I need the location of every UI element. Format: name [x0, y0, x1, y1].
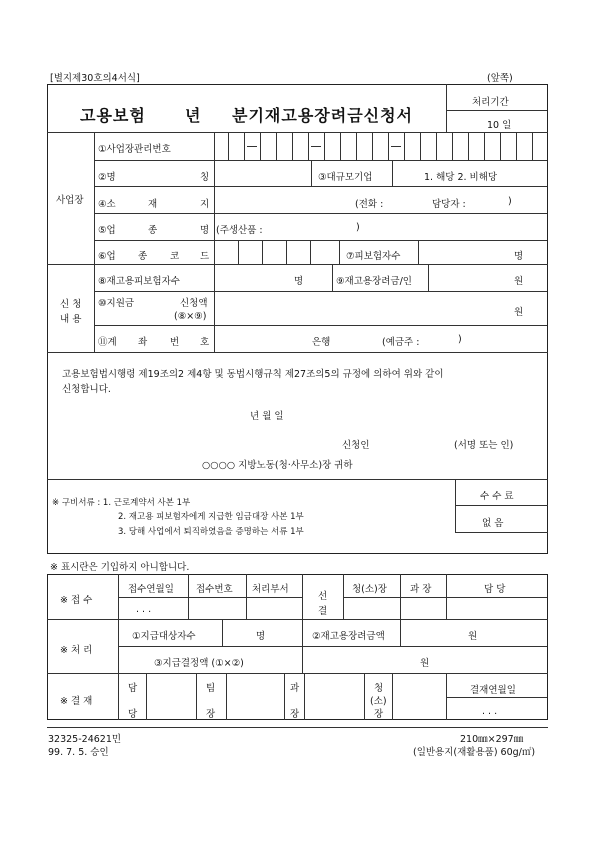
receipt-number-label: 접수번호 — [196, 584, 233, 595]
approval-team-1: 팀 — [206, 683, 216, 694]
bank-label[interactable]: 은행 — [312, 337, 331, 348]
title-part2: 년 — [185, 106, 202, 125]
contact-person-label: 담당자 : — [432, 199, 466, 210]
account-label-2: 좌 — [138, 337, 148, 348]
processing-period-value: 10 일 — [487, 120, 512, 131]
office-use-note: ※ 표시란은 기입하지 아니합니다. — [50, 562, 190, 573]
decided-amount-unit: 원 — [420, 658, 430, 669]
form-number: [별지제30호의4서식] — [50, 73, 140, 84]
approval-team-2: 장 — [206, 709, 216, 720]
account-label-1: ⑪계 — [98, 337, 117, 348]
approval-chief-3: 장 — [374, 709, 384, 720]
staff-label: 담 당 — [484, 584, 506, 595]
process-section-label: ※ 처 리 — [60, 645, 93, 656]
processing-dept-label: 처리부서 — [252, 584, 289, 595]
insured-count-unit: 명 — [514, 251, 524, 262]
title-part3: 분기재고용장려금신청서 — [232, 106, 414, 125]
addressee: ○○○○ 지방노동(청·사무소)장 귀하 — [202, 460, 353, 471]
form-code: 32325-24621민 — [48, 734, 122, 745]
processing-period-label: 처리기간 — [472, 97, 509, 108]
reinsured-count-unit: 명 — [294, 276, 304, 287]
large-company-options[interactable]: 1. 해당 2. 비해당 — [424, 172, 498, 183]
approval-chief-2: (소) — [370, 696, 387, 707]
paper-type: (일반용지(재활용품) 60g/㎡) — [413, 747, 536, 758]
amount-label: ⑩지원금 — [98, 298, 135, 309]
pay-count-label: ①지급대상자수 — [132, 631, 196, 642]
address-label: ④소 — [98, 199, 116, 210]
reinsured-count-label: ⑧재고용피보험자수 — [98, 276, 180, 287]
account-holder-label[interactable]: (예금주 : — [382, 337, 420, 348]
address-label-mid: 재 — [148, 199, 158, 210]
large-company-label: ③대규모기업 — [318, 172, 373, 183]
subsidy-per-person-label: ⑨재고용장려금/인 — [336, 276, 412, 287]
approval-section-2: 장 — [290, 709, 300, 720]
business-name-field[interactable] — [215, 161, 310, 185]
main-product-close: ) — [356, 222, 360, 233]
signature-label[interactable]: (서명 또는 인) — [454, 440, 514, 451]
address-label-end: 지 — [200, 199, 210, 210]
account-holder-close: ) — [458, 334, 462, 345]
approval-chief-1: 청 — [374, 683, 384, 694]
decision-label-2: 결 — [318, 606, 328, 617]
required-docs-item-2: 2. 재고용 피보험자에게 지급한 임금대장 사본 1부 — [118, 512, 304, 522]
account-label-4: 호 — [200, 337, 210, 348]
amount-label-2: 신청액 — [180, 298, 208, 309]
statement-line-2: 신청합니다. — [62, 384, 111, 395]
decided-amount-label: ③지급결정액 (①×②) — [154, 658, 244, 669]
industry-code-label-2: 종 — [138, 251, 148, 262]
approval-staff-2: 당 — [128, 709, 138, 720]
pay-amount-unit: 원 — [468, 631, 478, 642]
amount-unit: 원 — [514, 307, 524, 318]
fee-label: 수 수 료 — [480, 491, 514, 502]
statement-line-1: 고용보험법시행령 제19조의2 제4항 및 동법시행규칙 제27조의5의 규정에 의하여 위와 같이 — [62, 369, 444, 380]
subsidy-per-person-unit: 원 — [514, 276, 524, 287]
receipt-section-label: ※ 접 수 — [60, 595, 93, 606]
business-reg-no-cells[interactable] — [214, 132, 547, 160]
industry-label: ⑤업 — [98, 225, 116, 236]
required-docs-item-1: ※ 구비서류 : 1. 근로계약서 사본 1부 — [52, 498, 191, 508]
industry-code-label-4: 드 — [200, 251, 210, 262]
approval-staff-1: 담 — [128, 683, 138, 694]
receipt-date-label: 접수연월일 — [128, 584, 174, 595]
approval-section-label: ※ 결 재 — [60, 696, 93, 707]
phone-label: (전화 : — [355, 199, 384, 210]
business-name-label-end: 칭 — [200, 172, 210, 183]
business-reg-no-label: ①사업장관리번호 — [98, 144, 171, 155]
industry-code-label-1: ⑥업 — [98, 251, 116, 262]
section-head-label: 과 장 — [410, 584, 432, 595]
industry-code-label-3: 코 — [170, 251, 180, 262]
industry-code-cells[interactable] — [214, 240, 339, 264]
decision-label-1: 선 — [318, 591, 328, 602]
fee-value: 없 음 — [482, 518, 504, 529]
application-section-label-2: 내 용 — [60, 314, 82, 325]
business-section-label: 사업장 — [56, 195, 84, 206]
pay-amount-label: ②재고용장려금액 — [312, 631, 385, 642]
receipt-date-value[interactable]: . . . — [136, 604, 152, 615]
application-section-label-1: 신 청 — [60, 299, 82, 310]
applicant-label: 신청인 — [342, 440, 370, 451]
pay-count-unit: 명 — [256, 631, 266, 642]
office-use-box — [47, 574, 548, 720]
business-name-label: ②명 — [98, 172, 116, 183]
title-part1: 고용보험 — [80, 106, 146, 125]
approval-section-1: 과 — [290, 683, 300, 694]
industry-label-mid: 종 — [148, 225, 158, 236]
page-side: (앞쪽) — [487, 73, 513, 84]
account-label-3: 번 — [170, 337, 180, 348]
main-product-label[interactable]: (주생산품 : — [216, 225, 263, 236]
address-close-paren: ) — [508, 196, 512, 207]
insured-count-label: ⑦피보험자수 — [346, 251, 401, 262]
approval-date-footer: 99. 7. 5. 승인 — [48, 747, 109, 758]
approval-date-value[interactable]: . . . — [482, 706, 498, 717]
required-docs-item-3: 3. 당해 사업에서 퇴직하였음을 증명하는 서류 1부 — [118, 527, 304, 537]
chief-label: 청(소)장 — [352, 584, 387, 595]
industry-label-end: 명 — [200, 225, 210, 236]
paper-size: 210㎜×297㎜ — [460, 734, 524, 745]
application-date[interactable]: 년 월 일 — [250, 411, 284, 422]
amount-formula: (⑧×⑨) — [174, 311, 207, 322]
approval-date-label: 결재연월일 — [470, 685, 516, 696]
